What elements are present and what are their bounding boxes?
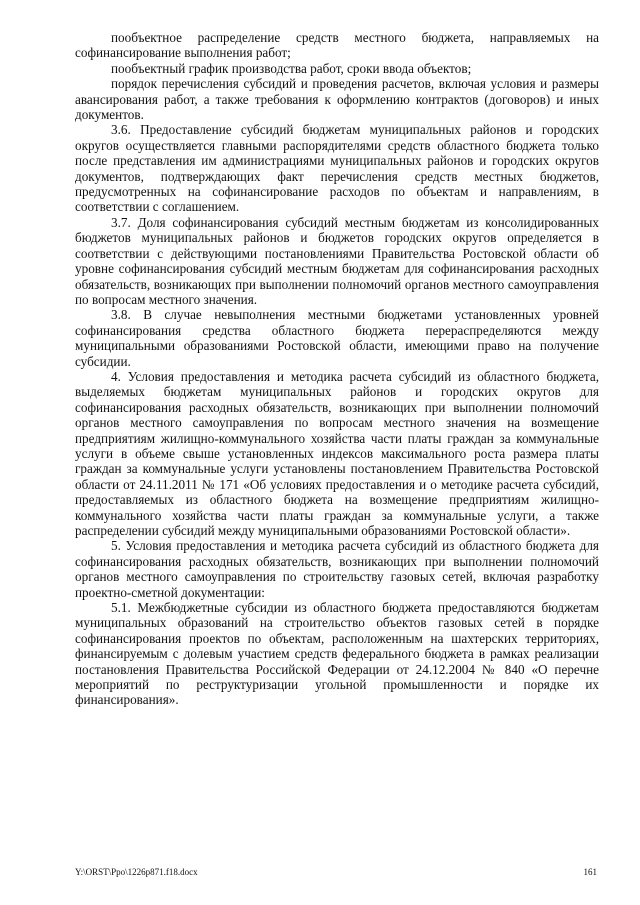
page-number: 161 xyxy=(583,867,597,877)
paragraph-work-schedule: пообъектный график производства работ, сроки ввода объектов; xyxy=(111,60,472,76)
footer-file-path: Y:\ORST\Ppo\1226p871.f18.docx xyxy=(75,867,198,877)
page-footer xyxy=(75,867,597,877)
paragraph-4: 4. Условия предоставления и методика расчета субсидий из областного бюджета, выделяемых бюджетам муниципальных районов и городских округов для софинансирования расходных обязательств, возникающих при выполнении полномочий органов местного самоуправления по вопросам местного значения на возмещение предприятиям жилищно-коммунального хозяйства части платы граждан за коммунальные услуги в объеме свыше установленных индексов максимального роста размера платы граждан за коммунальные услуги установлены постановлением Правительства Ростовской области от 24.11.2011 № 171 «Об условиях предоставления и о методике расчета субсидий, предоставляемых из областного бюджета на возмещение предприятиям жилищно-коммунального хозяйства части платы граждан за коммунальные услуги, а также распределении субсидий между муниципальными образованиями Ростовской области». xyxy=(75,368,599,538)
paragraph-5: 5. Условия предоставления и методика расчета субсидий из областного бюджета для софинансирования расходных обязательств, возникающих при выполнении полномочий органов местного самоуправления по строительству газовых сетей, включая разработку проектно-сметной документации: xyxy=(75,538,599,600)
paragraph-3-6: 3.6. Предоставление субсидий бюджетам муниципальных районов и городских округов осуществляется главными распорядителями средств областного бюджета только после представления им администрациями муниципальных районов и городских округов документов, подтверждающих факт перечисления средств местных бюджетов, предусмотренных на софинансирование расходов по объектам и направлениям, в соответствии с соглашением. xyxy=(75,122,599,215)
paragraph-object-distribution: пообъектное распределение средств местного бюджета, направляемых на софинансирование выполнения работ; xyxy=(75,30,599,61)
paragraph-3-8: 3.8. В случае невыполнения местными бюджетами установленных уровней софинансирования средства областного бюджета перераспределяются между муниципальными образованиями Ростовской области, имеющими право на получение субсидии. xyxy=(75,307,599,369)
paragraph-transfer-procedure: порядок перечисления субсидий и проведения расчетов, включая условия и размеры авансирования работ, а также требования к оформлению контрактов (договоров) и иных документов. xyxy=(75,76,599,123)
paragraph-3-7: 3.7. Доля софинансирования субсидий местным бюджетам из консолидированных бюджетов муниципальных районов и бюджетов городских округов определяется в соответствии с действующими постановлениями Правительства Ростовской области об уровне софинансирования субсидий местным бюджетам для софинансирования расходных обязательств, возникающих при выполнении полномочий органов местного самоуправления по вопросам местного значения. xyxy=(75,214,599,307)
document-body xyxy=(75,30,599,708)
paragraph-5-1: 5.1. Межбюджетные субсидии из областного бюджета предоставляются бюджетам муниципальных образований на строительство объектов газовых сетей в порядке софинансирования проектов по объектам, расположенным на шахтерских территориях, финансируемым с долевым участием средств федерального бюджета в рамках реализации постановления Правительства Российской Федерации от 24.12.2004 № 840 «О перечне мероприятий по реструктуризации угольной промышленности и порядке их финансирования». xyxy=(75,600,599,708)
